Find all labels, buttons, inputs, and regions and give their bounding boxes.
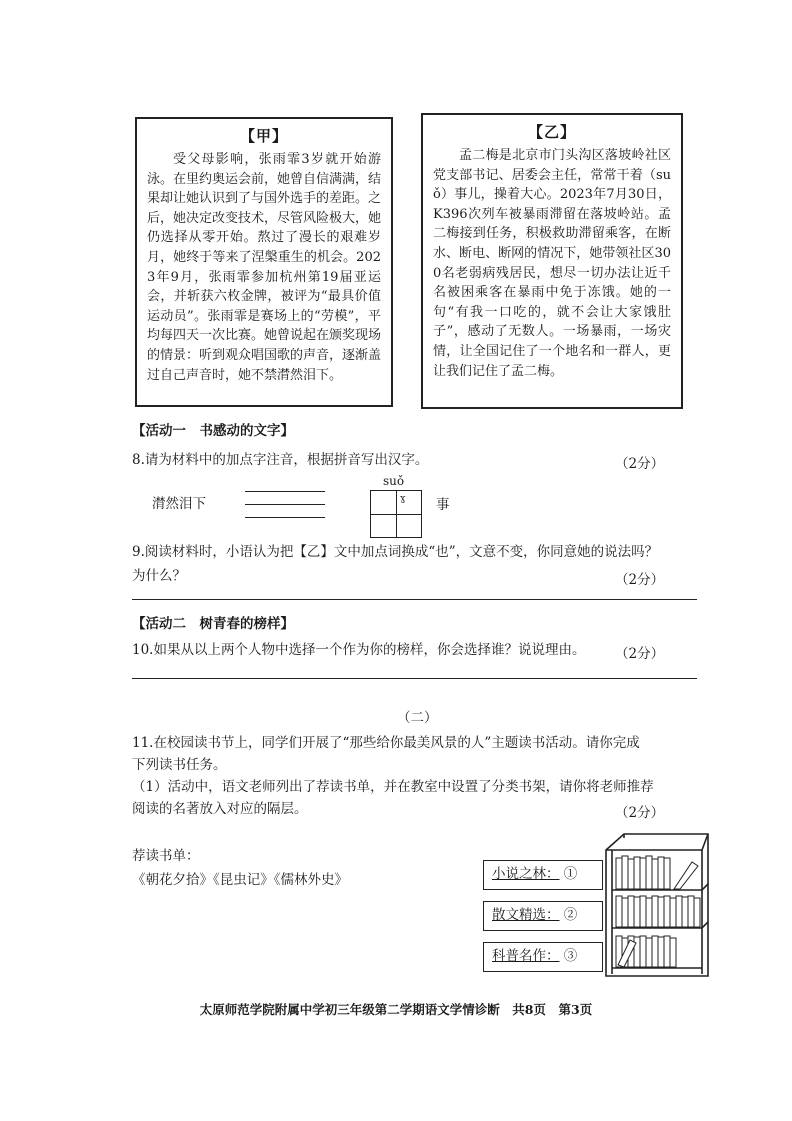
page-footer: 太原师范学院附属中学初三年级第二学期语文学情诊断 共8页 第3页 [199, 1002, 593, 1017]
booklist-label: 荐读书单： [132, 848, 200, 864]
shelf-label-novel[interactable] [483, 860, 603, 890]
q9-answer-line[interactable] [132, 599, 697, 600]
q11-sub1-score: （2分） [615, 805, 665, 821]
q8-pinyin: suǒ [383, 474, 405, 488]
shelf-prose-num: ② [563, 907, 578, 923]
passage-yi-box [421, 113, 683, 409]
passage-yi-body: 孟二梅是北京市门头沟区落坡岭社区党支部书记、居委会主任，常常干着（suǒ）事儿，操着大心。2023年7月30日，K396次列车被暴雨滞留在落坡岭站。孟二梅接到任务，积极救助滞留乘客，在断水、断电、断网的情况下，她带领社区300名老弱病残居民，想尽一切办法让近千名被困乘客在暴雨中免于冻饿。她的一句“有我一口吃的，就不会让大家饿肚子”，感动了无数人。一场暴雨，一场灾情，让全国记住了一个地名和一群人，更让我们记住了孟二梅。 [433, 148, 671, 379]
passage-jia-box [135, 117, 393, 407]
q8-grid-mark: ɣ [400, 494, 406, 504]
q8-text: 8.请为材料中的加点字注音，根据拼音写出汉字。 [132, 452, 429, 468]
q11-line1: 11.在校园读书节上，同学们开展了“那些给你最美风景的人”主题读书活动。请你完成 [132, 735, 640, 751]
shelf-novel-num: ① [563, 866, 578, 882]
shelf-science-num: ③ [563, 948, 578, 964]
q8-answer-lines[interactable] [245, 491, 325, 530]
activity1-heading: 【活动一 书感动的文字】 [132, 423, 294, 439]
q11-sub1-line2: 阅读的名著放入对应的隔层。 [132, 801, 308, 817]
q8-suffix: 事 [436, 497, 450, 513]
q11-sub1-line1: （1）活动中，语文老师列出了荐读书单，并在教室中设置了分类书架，请你将老师推荐 [132, 779, 654, 795]
q8-word: 潸然泪下 [152, 496, 206, 512]
section2-heading: （二） [397, 710, 438, 726]
shelf-science-label: 科普名作： [492, 948, 560, 964]
shelf-novel-label: 小说之林： [492, 866, 560, 882]
shelf-label-science[interactable] [483, 942, 603, 972]
q8-score: （2分） [615, 456, 665, 472]
q9-line2: 为什么？ [132, 568, 186, 584]
passage-jia-title: 【甲】 [239, 127, 288, 145]
q10-text: 10.如果从以上两个人物中选择一个作为你的榜样，你会选择谁？说说理由。 [132, 642, 586, 658]
q9-line1: 9.阅读材料时，小语认为把【乙】文中加点词换成“也”，文意不变，你同意她的说法吗？ [132, 544, 659, 560]
bookshelf-illustration [600, 828, 712, 980]
activity2-heading: 【活动二 树青春的榜样】 [132, 616, 294, 632]
passage-yi-title: 【乙】 [527, 123, 576, 141]
q10-answer-line[interactable] [132, 678, 697, 679]
q8-writing-grid[interactable] [370, 490, 422, 538]
shelf-prose-label: 散文精选： [492, 907, 560, 923]
passage-jia-body: 受父母影响，张雨霏3岁就开始游泳。在里约奥运会前，她曾自信满满，结果却让她认识到了与国外选手的差距。之后，她决定改变技术，尽管风险极大，她仍选择从零开始。熬过了漫长的艰难岁月，她终于等来了涅槃重生的机会。2023年9月，张雨霏参加杭州第19届亚运会，并斩获六枚金牌，被评为“最具价值运动员”。张雨霏是赛场上的“劳模”，平均每四天一次比赛。她曾说起在颁奖现场的情景：听到观众唱国歌的声音，逐渐盖过自己声音时，她不禁潸然泪下。 [147, 152, 382, 383]
q10-score: （2分） [615, 646, 665, 662]
q11-line2: 下列读书任务。 [132, 757, 227, 773]
booklist: 《朝花夕拾》《昆虫记》《儒林外史》 [132, 872, 348, 888]
shelf-label-prose[interactable] [483, 901, 603, 931]
q9-score: （2分） [615, 572, 665, 588]
